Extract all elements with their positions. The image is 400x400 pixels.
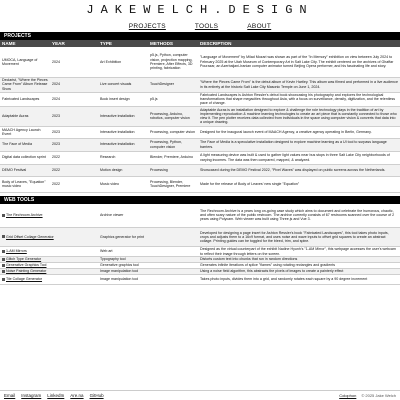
tool-type-cell: Graphics generator for print [98,228,198,247]
tool-description-cell: Generates infinite iterations of splice "flames" using rotating rectangles and gradients [198,263,400,269]
footer-links [4,393,104,398]
table-row[interactable] [0,164,400,176]
table-row[interactable] [0,138,400,151]
tool-name-cell [0,228,98,247]
link-arrow-icon [2,235,5,238]
footer-linkedin-link[interactable]: LinkedIn [47,393,65,398]
project-description-cell: "Language of Movement" by Milad Mozari was shown as part of the "In Memory" exhibition on view between July 2024 to February 2025 at the Utah Museum of Contemporary Art in Salt Lake City. The exhibit centered on the archives of Ghaffar Pourazar, an Azerbaijani-Iranian computer animator turned Beijing Opera performer, and his fascinating life and story. [198,47,400,77]
table-row[interactable] [0,77,400,92]
tool-link[interactable]: The Rechroom Archive [6,213,43,218]
project-methods-cell: Processing, Python, computer vision [148,138,198,151]
project-name-cell: Fabricated Landscapes [0,92,50,106]
project-methods-cell: p5.js [148,92,198,106]
colophon-link[interactable]: Colophon [339,393,357,398]
table-row[interactable] [0,204,400,228]
table-row[interactable] [0,126,400,138]
tool-type-cell: Generative graphics tool [98,263,198,269]
project-methods-cell: Processing, Arduino, robotics, computer vision [148,106,198,126]
project-type-cell: Art Exhibition [98,47,148,77]
col-year: YEAR [50,40,98,47]
table-row[interactable] [0,92,400,106]
tools-table [0,204,400,286]
project-year-cell: 2023 [50,138,98,151]
project-name-cell: Adaptable Auras [0,106,50,126]
link-arrow-icon [2,278,5,281]
project-methods-cell: Blender, Premiere, Arduino [148,151,198,164]
table-row[interactable] [0,151,400,164]
tool-link[interactable]: 1-AM Mirrors [6,249,27,254]
projects-table [0,40,400,193]
tool-type-cell: Image manipulation tool [98,275,198,285]
project-year-cell: 2023 [50,126,98,138]
project-description-cell: Designed for the inaugural launch event of MAACH Agency, a creative agency operating in Berlin, Germany. [198,126,400,138]
project-description-cell: The Face of Media is a speculative installation designed to explore machine learning as a UI tool to surpass language barriers. [198,138,400,151]
project-type-cell: Research [98,151,148,164]
tool-type-cell: Typography tool [98,257,198,263]
tool-description-cell: Developed for designing a page insert for Ashton Ressler's book "Fabricated Landscapes", this tool takes photo inputs, crops and adjusts them to a 16x9 format, and uses noise and wave inputs to offset grid squares to create an abstract collage. Printing guides can be toggled for the bleed, trim, and spine. [198,228,400,247]
tool-type-cell: Image manipulation tool [98,269,198,275]
project-name-cell: Body of Leaves, "Equation" music video [0,176,50,192]
table-row[interactable] [0,275,400,285]
project-description-cell: Made for the release of Body of Leaves' new single "Equation" [198,176,400,192]
project-name-cell: Digital data collection sprint [0,151,50,164]
tool-description-cell: Using a noise field algorithm, this abstracts the pixels of images to create a painterly effect [198,269,400,275]
nav-about[interactable]: ABOUT [247,22,272,30]
tool-link[interactable]: Tile Collage Generator [6,277,43,282]
col-name: NAME [0,40,50,47]
link-arrow-icon [2,264,5,267]
tool-description-cell: Designed as the virtual counterpart of the exhibit Nadine Hyunh's "1-AM Mirror", this webpage accesses the user's webcam to reflect their image through letters on the screen. [198,247,400,257]
project-year-cell: 2023 [50,106,98,126]
link-arrow-icon [2,270,5,273]
project-methods-cell: Processing [148,164,198,176]
project-year-cell: 2024 [50,92,98,106]
footer-github-link[interactable]: GitHub [89,393,104,398]
project-type-cell: Interactive installation [98,106,148,126]
nav-projects[interactable]: PROJECTS [128,22,166,30]
project-name-cell: Declarist, "Where the Pieces Came From" Album Release Show [0,77,50,92]
tool-link[interactable]: Generative Graphics Tool [6,263,47,268]
tool-description-cell: Distorts custom text into chunks that run in random directions [198,257,400,263]
footer-instagram-link[interactable]: Instagram [21,393,42,398]
tool-link[interactable]: Grid Offset Collage Generator [6,234,54,239]
tool-link[interactable]: Noise Painting Generator [6,269,47,274]
site-title[interactable]: JAKEWELCH.DESIGN [86,3,314,17]
project-year-cell: 2022 [50,164,98,176]
project-year-cell: 2022 [50,151,98,164]
project-type-cell: Interactive installation [98,138,148,151]
link-arrow-icon [2,214,5,217]
copyright: © 2025 Jake Welch [361,393,396,398]
project-methods-cell: p5.js, Python, computer vision, projection mapping, Premiere, After Effects, 3D printing, fabrication [148,47,198,77]
footer-right [339,393,396,398]
project-methods-cell: Processing, Blender, TouchDesigner, Premiere [148,176,198,192]
tool-link[interactable]: Glitch Type Generator [6,257,42,262]
project-year-cell: 2024 [50,47,98,77]
project-type-cell: Book insert design [98,92,148,106]
table-row[interactable] [0,176,400,192]
col-type: TYPE [98,40,148,47]
tools-section-heading: WEB TOOLS [0,196,400,204]
col-description: DESCRIPTION [198,40,400,47]
project-type-cell: Interactive installation [98,126,148,138]
projects-section-heading: PROJECTS [0,32,400,40]
tool-type-cell: Archive viewer [98,204,198,228]
project-description-cell: Showcased during the DEMO Festival 2022, "Pixel Waves" was displayed on public screens across the Netherlands. [198,164,400,176]
project-name-cell: MAACH Agency Launch Event [0,126,50,138]
project-name-cell: DEMO Festival [0,164,50,176]
col-methods: METHODS [148,40,198,47]
project-year-cell: 2022 [50,176,98,192]
projects-header-row [0,40,400,47]
footer-email-link[interactable]: Email [4,393,16,398]
table-row[interactable] [0,247,400,257]
site-footer [0,390,400,400]
link-arrow-icon [2,258,5,261]
project-type-cell: Motion design [98,164,148,176]
tool-name-cell [0,275,98,285]
table-row[interactable] [0,106,400,126]
footer-arena-link[interactable]: Are.na [70,393,84,398]
tool-name-cell [0,204,98,228]
tool-type-cell: Web art [98,247,198,257]
tool-description-cell: The Rechroom Archive is a years long on-going case study which aims to document and celebrate the humorous, chaotic, and often scary nature of the public restroom. The archive currently consists of 67 restrooms scanned over the course of 2 years using Polycam. Web viewer was built using Three.js and Vue 3. [198,204,400,228]
project-methods-cell: TouchDesigner [148,77,198,92]
link-arrow-icon [2,250,5,253]
project-description-cell: A light measuring device was built & used to gather light values near bus stops in three Salt Lake City neighborhoods of varying incomes. The data was then compared, mapped, & analyzed. [198,151,400,164]
main-nav [0,20,400,32]
table-row[interactable] [0,228,400,247]
project-description-cell: "Where the Pieces Came From" is the debut album of Kevin Hartley. This album was filmed and performed in a live audience in its entirety at the historic Salt Lake City Masonic Temple on June 1, 2024. [198,77,400,92]
site-header [0,0,400,20]
project-methods-cell: Processing, computer vision [148,126,198,138]
project-name-cell: UMOCA, Language of Movement [0,47,50,77]
table-row[interactable] [0,47,400,77]
nav-tools[interactable]: TOOLS [194,22,219,30]
project-name-cell: The Face of Media [0,138,50,151]
project-type-cell: Live concert visuals [98,77,148,92]
project-description-cell: Fabricated Landscapes is Ashton Ressler's debut book showcasing his photography and explores the technological transformations that shape megacities throughout Asia, with a focus on surveillance, density, digitization, and the relentless pace of change. [198,92,400,106]
tool-name-cell [0,247,98,257]
project-description-cell: Adaptable Auras is an installation designed to explore & challenge the role technology plays in the tradition of art by implementing reproduction & machine learning technologies to create an art piece that is constantly connected to those who view it. The pen plotter receives data collected from individuals in the space using computer vision & converts that data into a unique drawing. [198,106,400,126]
project-type-cell: Music video [98,176,148,192]
tool-description-cell: Takes photo inputs, divides them into a grid, and randomly rotates each square by a 90 degree increment [198,275,400,285]
project-year-cell: 2024 [50,77,98,92]
